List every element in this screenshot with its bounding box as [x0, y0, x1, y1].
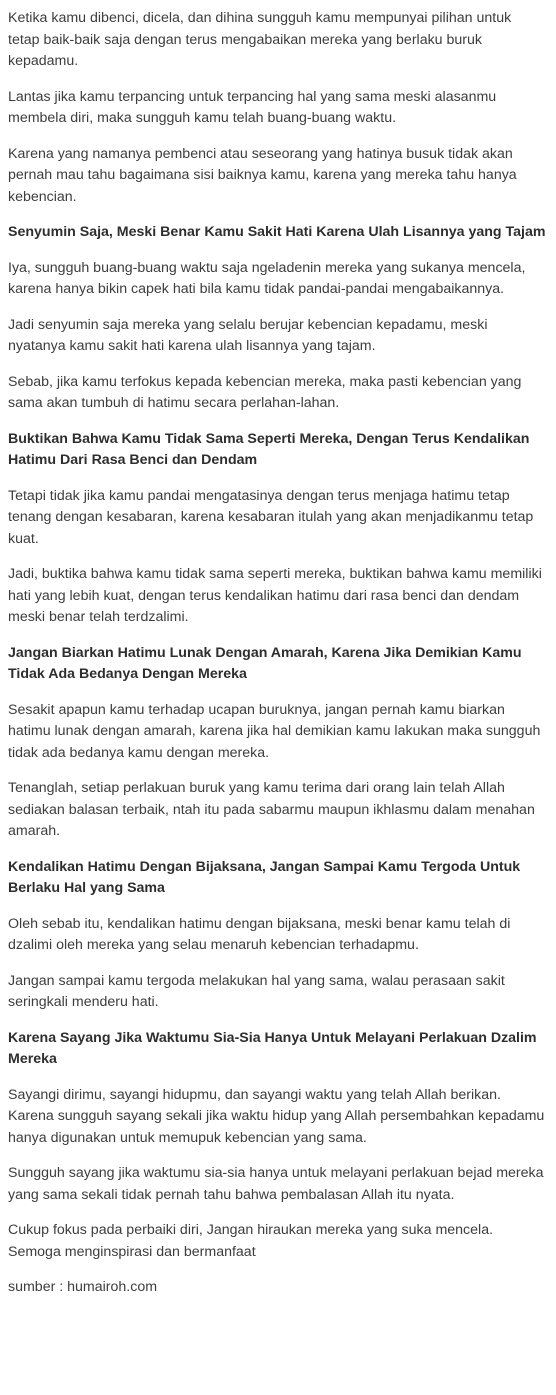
- paragraph-intro: Ketika kamu dibenci, dicela, dan dihina sungguh kamu mempunyai pilihan untuk tetap baik-baik saja dengan terus mengabaikan mereka yang berlaku buruk kepadamu.: [8, 10, 512, 69]
- paragraph-closing: Cukup fokus pada perbaiki diri, Jangan hiraukan mereka yang suka mencela. Semoga menginspirasi dan bermanfaat: [8, 1222, 494, 1260]
- paragraph: Tetapi tidak jika kamu pandai mengatasinya dengan terus menjaga hatimu tetap tenang dengan kesabaran, karena kesabaran itulah yang akan menjadikanmu tetap kuat.: [8, 487, 534, 547]
- paragraph: Jangan sampai kamu tergoda melakukan hal yang sama, walau perasaan sakit seringkali menderu hati.: [8, 972, 505, 1010]
- paragraph: Sebab, jika kamu terfokus kepada kebencian mereka, maka pasti kebencian yang sama akan tumbuh di hatimu secara perlahan-lahan.: [8, 373, 522, 411]
- paragraph: Sayangi dirimu, sayangi hidupmu, dan sayangi waktu yang telah Allah berikan. Karena sungguh sayang sekali jika waktu hidup yang Allah persembahkan kepadamu hanya digunakan untuk memupuk kebencian yang sama.: [8, 1086, 545, 1146]
- paragraph: Jadi senyumin saja mereka yang selalu berujar kebencian kepadamu, meski nyatanya kamu sakit hati karena ulah lisannya yang tajam.: [8, 316, 488, 354]
- section-heading: Buktikan Bahwa Kamu Tidak Sama Seperti Mereka, Dengan Terus Kendalikan Hatimu Dari Rasa Benci dan Dendam: [8, 430, 530, 468]
- paragraph: Lantas jika kamu terpancing untuk terpancing hal yang sama meski alasanmu membela diri, maka sungguh kamu telah buang-buang waktu.: [8, 88, 497, 126]
- paragraph: Sungguh sayang jika waktumu sia-sia hanya untuk melayani perlakuan bejad mereka yang sama sekali tidak pernah tahu bahwa pembalasan Allah itu nyata.: [8, 1165, 544, 1203]
- paragraph: Karena yang namanya pembenci atau seseorang yang hatinya busuk tidak akan pernah mau tahu bagaimana sisi baiknya kamu, karena yang mereka tahu hanya kebencian.: [8, 145, 517, 205]
- paragraph: Oleh sebab itu, kendalikan hatimu dengan bijaksana, meski benar kamu telah di dzalimi oleh mereka yang selau menaruh kebencian terhadapmu.: [8, 915, 511, 953]
- paragraph: Jadi, buktika bahwa kamu tidak sama seperti mereka, buktikan bahwa kamu memiliki hati yang lebih kuat, dengan terus kendalikan hatimu dari rasa benci dan dendam meski benar telah terdzalimi.: [8, 566, 542, 625]
- section-heading: Karena Sayang Jika Waktumu Sia-Sia Hanya Untuk Melayani Perlakuan Dzalim Mereka: [8, 1029, 537, 1067]
- paragraph: Sesakit apapun kamu terhadap ucapan buruknya, jangan pernah kamu biarkan hatimu lunak dengan amarah, karena jika hal demikian kamu lakukan maka sungguh tidak ada bedanya kamu dengan mereka.: [8, 701, 541, 761]
- section-heading: Kendalikan Hatimu Dengan Bijaksana, Jangan Sampai Kamu Tergoda Untuk Berlaku Hal yang Sama: [8, 858, 521, 896]
- section-heading: Senyumin Saja, Meski Benar Kamu Sakit Hati Karena Ulah Lisannya yang Tajam: [8, 224, 546, 240]
- source-credit: sumber : humairoh.com: [8, 1279, 158, 1295]
- section-heading: Jangan Biarkan Hatimu Lunak Dengan Amarah, Karena Jika Demikian Kamu Tidak Ada Bedanya Dengan Mereka: [8, 644, 522, 682]
- paragraph: Iya, sungguh buang-buang waktu saja ngeladenin mereka yang sukanya mencela, karena hanya bikin capek hati bila kamu tidak pandai-pandai mengabaikannya.: [8, 259, 526, 297]
- paragraph: Tenanglah, setiap perlakuan buruk yang kamu terima dari orang lain telah Allah sediakan balasan terbaik, ntah itu pada sabarmu maupun ikhlasmu dalam menahan amarah.: [8, 780, 535, 839]
